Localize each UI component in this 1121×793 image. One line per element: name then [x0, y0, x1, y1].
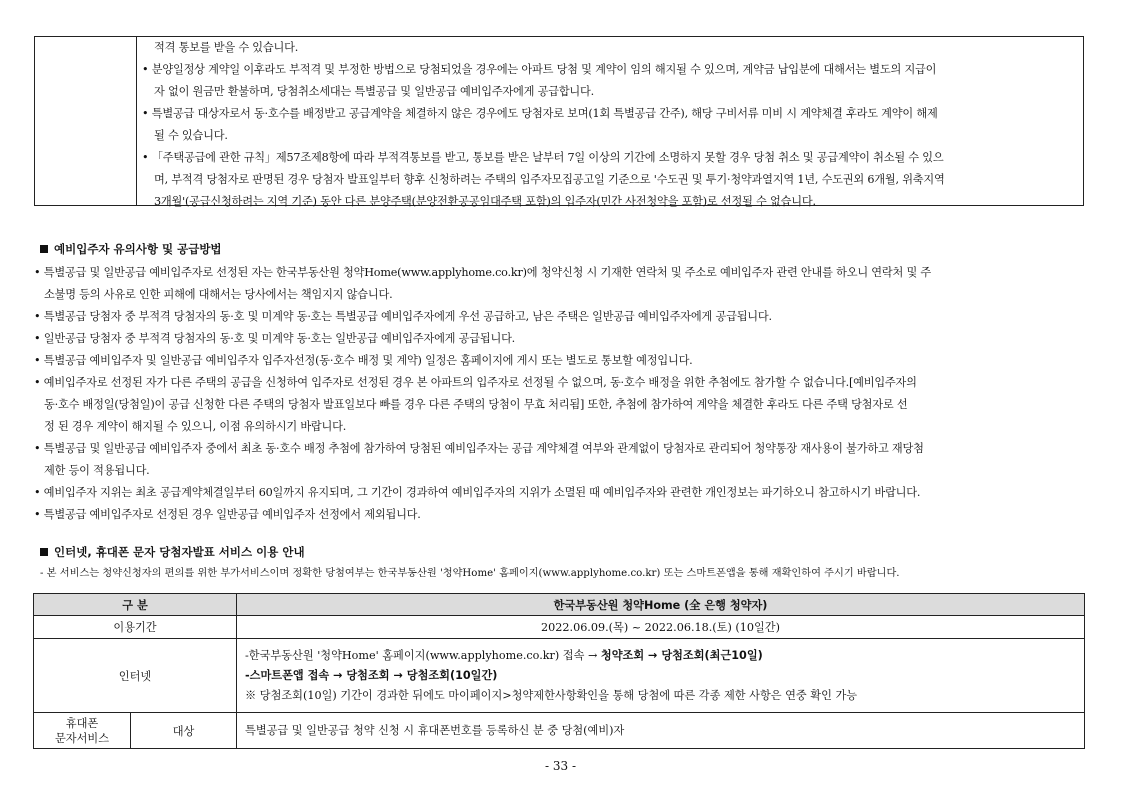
sms-label-line-2: 문자서비스	[54, 731, 110, 745]
list-item: • 특별공급 당첨자 중 부적격 당첨자의 동·호 및 미계약 동·호는 특별공급 예비입주자에게 우선 공급하고, 남은 주택은 일반공급 예비입주자에게 공급됩니다.	[34, 310, 772, 323]
section-title-text: 인터넷, 휴대폰 문자 당첨자발표 서비스 이용 안내	[54, 545, 305, 559]
table-header-provider: 한국부동산원 청약Home (全 은행 청약자)	[237, 594, 1085, 616]
list-item: • 특별공급 대상자로서 동·호수를 배정받고 공급계약을 체결하지 않은 경우에도 당첨자로 보며(1회 특별공급 간주), 해당 구비서류 미비 시 계약체결 후라도 계약이 해제	[142, 107, 938, 120]
section-title-text: 예비입주자 유의사항 및 공급방법	[54, 242, 222, 256]
service-table	[33, 593, 1085, 749]
list-item: 될 수 있습니다.	[154, 129, 228, 142]
list-item: • 특별공급 예비입주자 및 일반공급 예비입주자 입주자선정(동·호수 배정 및 계약) 일정은 홈페이지에 게시 또는 별도로 통보할 예정입니다.	[34, 354, 693, 367]
internet-line-1	[245, 646, 1076, 666]
list-item: 며, 부적격 당첨자로 판명된 경우 당첨자 발표일부터 향후 신청하려는 주택의 입주자모집공고일 기준으로 '수도권 및 투기·청약과열지역 1년, 수도권외 6개월, 위축지역	[154, 173, 945, 186]
reserve-notice-list	[34, 262, 1094, 526]
table-row	[34, 713, 1085, 749]
list-item: • 특별공급 예비입주자로 선정된 경우 일반공급 예비입주자 선정에서 제외됩니다.	[34, 508, 421, 521]
internet-line-1-text: -한국부동산원 '청약Home' 홈페이지(www.applyhome.co.kr) 접속 →	[245, 648, 601, 662]
internet-line-1-bold: 청약조회 → 당첨조회(최근10일)	[600, 648, 763, 662]
table-row	[34, 594, 1085, 616]
list-item: • 「주택공급에 관한 규칙」제57조제8항에 따라 부적격통보를 받고, 통보를 받은 날부터 7일 이상의 기간에 소명하지 못할 경우 당첨 취소 및 공급계약이 취소될 수 있으	[142, 151, 944, 164]
list-item: • 특별공급 및 일반공급 예비입주자 중에서 최초 동·호수 배정 추첨에 참가하여 당첨된 예비입주자는 공급 계약체결 여부와 관계없이 당첨자로 관리되어 청약통장 재사용이 불가하고 재당첨	[34, 442, 924, 455]
sms-label	[34, 713, 131, 749]
internet-label: 인터넷	[34, 639, 237, 713]
list-item: • 특별공급 및 일반공급 예비입주자로 선정된 자는 한국부동산원 청약Home(www.applyhome.co.kr)에 청약신청 시 기재한 연락처 및 주소로 예비입주자 관련 안내를 하오니 연락처 및 주	[34, 266, 932, 279]
period-label: 이용기간	[34, 616, 237, 639]
square-bullet-icon	[40, 245, 48, 253]
list-item: 소불명 등의 사유로 인한 피해에 대해서는 당사에서는 책임지지 않습니다.	[44, 288, 393, 301]
section-title-service	[40, 544, 305, 560]
internet-line-2: -스마트폰앱 접속 → 당첨조회 → 당첨조회(10일간)	[245, 668, 498, 682]
sms-label-line-1: 휴대폰	[65, 716, 99, 730]
table-row	[34, 639, 1085, 713]
top-table-content	[142, 37, 1077, 213]
service-notice: - 본 서비스는 청약신청자의 편의를 위한 부가서비스이며 정확한 당첨여부는 한국부동산원 '청약Home' 홈페이지(www.applyhome.co.kr) 또는 스마트폰앱을 통해 재확인하여 주시기 바랍니다.	[40, 568, 900, 579]
internet-line-3: ※ 당첨조회(10일) 기간이 경과한 뒤에도 마이페이지>청약제한사항확인을 통해 당첨에 따른 각종 제한 사항은 연중 확인 가능	[245, 688, 858, 702]
sms-value: 특별공급 및 일반공급 청약 신청 시 휴대폰번호를 등록하신 분 중 당첨(예비)자	[237, 713, 1085, 749]
table-divider	[136, 37, 137, 205]
section-title-reserve	[40, 241, 222, 257]
square-bullet-icon	[40, 548, 48, 556]
sms-sub-label: 대상	[131, 713, 237, 749]
list-item: • 예비입주자 지위는 최초 공급계약체결일부터 60일까지 유지되며, 그 기간이 경과하여 예비입주자의 지위가 소멸된 때 예비입주자와 관련한 개인정보는 파기하오니 참고하시기 바랍니다.	[34, 486, 921, 499]
list-item: 정 된 경우 계약이 해지될 수 있으니, 이점 유의하시기 바랍니다.	[44, 420, 347, 433]
page-number: - 33 -	[544, 759, 576, 773]
list-item: 3개월'(공급신청하려는 지역 기준) 동안 다른 분양주택(분양전환공공임대주택 포함)의 입주자(민간 사전청약을 포함)로 선정될 수 없습니다.	[154, 195, 816, 208]
internet-instructions	[237, 639, 1085, 713]
list-item: 동·호수 배정일(당첨일)이 공급 신청한 다른 주택의 당첨자 발표일보다 빠를 경우 다른 주택의 당첨이 무효 처리됨] 또한, 추첨에 참가하여 계약을 체결한 후라도 다른 주택 당첨자로 선	[44, 398, 908, 411]
list-item: 자 없이 원금만 환불하며, 당첨취소세대는 특별공급 및 일반공급 예비입주자에게 공급합니다.	[154, 85, 594, 98]
list-item: • 일반공급 당첨자 중 부적격 당첨자의 동·호 및 미계약 동·호는 일반공급 예비입주자에게 공급됩니다.	[34, 332, 516, 345]
table-header-category: 구 분	[34, 594, 237, 616]
top-notice-table	[34, 36, 1084, 206]
list-item: • 예비입주자로 선정된 자가 다른 주택의 공급을 신청하여 입주자로 선정된 경우 본 아파트의 입주자로 선정될 수 없으며, 동·호수 배정을 위한 추첨에도 참가할 수 없습니다.[예비입주자의	[34, 376, 917, 389]
table-row	[34, 616, 1085, 639]
list-item: 적격 통보를 받을 수 있습니다.	[154, 41, 299, 54]
list-item: • 분양일정상 계약일 이후라도 부적격 및 부정한 방법으로 당첨되었을 경우에는 아파트 당첨 및 계약이 임의 해지될 수 있으며, 계약금 납입분에 대해서는 별도의 지급이	[142, 63, 937, 76]
period-value: 2022.06.09.(목) ~ 2022.06.18.(토) (10일간)	[237, 616, 1085, 639]
list-item: 제한 등이 적용됩니다.	[44, 464, 150, 477]
